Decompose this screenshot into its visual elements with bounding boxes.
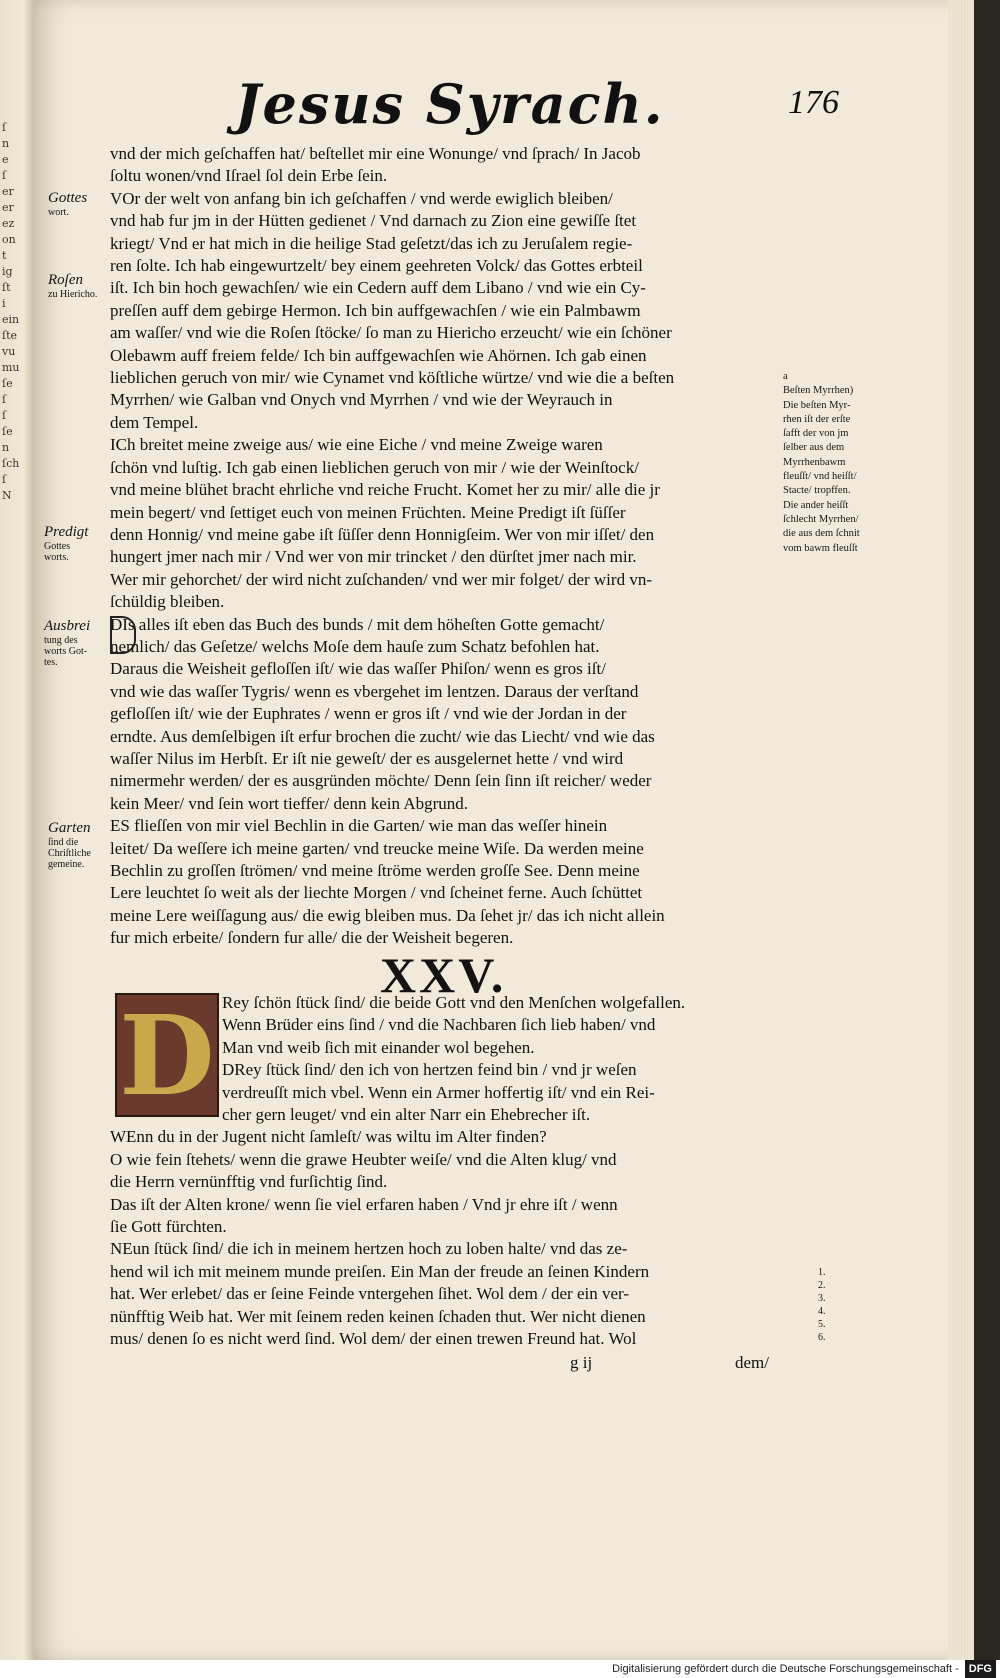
gloss-line: ſchlecht Myrrhen/: [783, 513, 859, 525]
margin-note-heading: Ausbrei: [44, 618, 91, 634]
facing-page-fragment: ſ: [2, 121, 7, 134]
text-line: ſoltu wonen/vnd Iſrael ſol dein Erbe ſein.: [110, 166, 388, 186]
text-line: Olebawm auff freiem felde/ Ich bin auffgewachſen wie Ahörnen. Ich gab einen: [110, 345, 647, 365]
digitization-footer: [0, 1660, 1000, 1678]
text-line: vnd wie das waſſer Tygris/ wenn es vbergehet im lentzen. Daraus der verſtand: [110, 681, 639, 701]
facing-page-fragment: ſch: [2, 457, 20, 470]
text-line: ſchön vnd luſtig. Ich gab einen lieblichen geruch von mir / wie der Weinſtock/: [110, 457, 639, 477]
gloss-line: Beſten Myrrhen): [783, 385, 854, 397]
facing-page-fragment: er: [2, 201, 14, 214]
text-line: ren ſolte. Ich hab eingewurtzelt/ bey einem geehreten Volck/ das Gottes erbteil: [110, 256, 643, 276]
text-line: Lere leuchtet ſo weit als der liechte Morgen / vnd ſcheinet ferne. Auch ſchüttet: [110, 883, 643, 903]
text-line: Rey ſchön ſtück ſind/ die beide Gott vnd den Menſchen wolgefallen.: [222, 993, 686, 1012]
gloss-line: Stacte/ tropffen.: [783, 485, 851, 497]
margin-note-sub: gemeine.: [48, 859, 85, 870]
facing-page-fragment: ſ: [2, 409, 7, 422]
facing-page-fragment: ſ: [2, 169, 7, 182]
text-line: hat. Wer erlebet/ das er ſeine Feinde vntergehen ſihet. Wol dem / der ein ver-: [110, 1284, 630, 1304]
footer-text: Digitalisierung gefördert durch die Deutsche Forschungsgemeinschaft -: [612, 1663, 959, 1675]
text-line: Daraus die Weisheit gefloſſen iſt/ wie das waſſer Phiſon/ wenn es gros iſt/: [110, 659, 606, 679]
text-line: WEnn du in der Jugent nicht ſamleſt/ was wiltu im Alter finden?: [110, 1127, 547, 1147]
text-line: DRey ſtück ſind/ den ich von hertzen feind bin / vnd jr weſen: [222, 1060, 637, 1080]
gloss-line: ſafft der von jm: [783, 428, 849, 440]
text-line: vnd meine blühet bracht ehrliche vnd reiche Frucht. Komet her zu mir/ alle die jr: [110, 480, 660, 500]
margin-note-ausbreitung: [44, 618, 90, 668]
verse-number: 2.: [818, 1280, 826, 1291]
text-line: vnd der mich geſchaffen hat/ beſtellet mir eine Wonunge/ vnd ſprach/ In Jacob: [110, 144, 641, 163]
text-line: meine Lere weiſſagung aus/ die ewig bleiben mus. Da ſehet jr/ das ich nicht allein: [110, 905, 665, 925]
facing-page-fragment: ein: [2, 313, 20, 326]
margin-note-sub: tes.: [44, 657, 58, 668]
verse-number: 4.: [818, 1306, 826, 1317]
chapter-number: XXV.: [380, 947, 507, 1003]
initial-letter: D: [119, 990, 215, 1120]
text-line: cher gern leuget/ vnd ein alter Narr ein Ehebrecher iſt.: [222, 1105, 591, 1125]
margin-note-sub: wort.: [48, 207, 69, 218]
folio-number: 176: [788, 84, 839, 121]
margin-note-sub: zu Hiericho.: [48, 289, 98, 300]
facing-page-fragment: mu: [2, 361, 20, 374]
facing-page-fragment: n: [2, 441, 10, 454]
gloss-line: Myrrhenbawm: [783, 456, 846, 468]
text-line: mein begert/ vnd ſettiget euch von meinen Früchten. Meine Predigt iſt ſüſſer: [110, 502, 626, 522]
gloss-line: vom bawm fleuſſt: [783, 542, 858, 554]
margin-note-heading: Predigt: [44, 524, 89, 540]
gloss-line: a: [783, 371, 788, 382]
dfg-logo: DFG: [965, 1660, 996, 1678]
text-line: Bechlin zu groſſen ſtrömen/ vnd meine ſtröme werden groſſe See. Denn meine: [110, 861, 640, 880]
text-line: ſie Gott fürchten.: [110, 1217, 227, 1237]
text-line: O wie fein ſtehets/ wenn die grawe Heubter weiſe/ vnd die Alten klug/ vnd: [110, 1149, 617, 1169]
gloss-line: die aus dem ſchnit: [783, 528, 860, 540]
verse-numbers: [818, 1266, 838, 1344]
text-line: hend wil ich mit meinem munde preiſen. Ein Man der freude an ſeinen Kindern: [110, 1261, 650, 1281]
text-line: Myrrhen/ wie Galban vnd Onych vnd Myrrhen / vnd wie der Weyrauch in: [110, 390, 613, 410]
text-line: fur mich erbeite/ ſondern fur alle/ die der Weisheit begeren.: [110, 928, 514, 948]
verse-number: 3.: [818, 1293, 826, 1304]
facing-page-fragment: N: [2, 489, 12, 502]
text-line: dem Tempel.: [110, 412, 199, 432]
facing-page-fragment: n: [2, 137, 10, 150]
gloss-line: ſelber aus dem: [783, 442, 845, 454]
facing-page-fragment: ſ: [2, 473, 7, 486]
catchword: dem/: [735, 1353, 769, 1372]
text-line: waſſer Nilus im Herbſt. Er iſt nie geweſt/ der es ausgelernet hette / vnd wird: [110, 748, 624, 768]
chapter-text-block: [110, 992, 790, 1351]
facing-page-fragment: ſe: [2, 425, 13, 438]
verse-number: 1.: [818, 1267, 826, 1278]
right-margin-gloss: [783, 370, 903, 556]
text-line: iſt. Ich bin hoch gewachſen/ wie ein Cedern auff dem Libano / vnd wie ein Cy-: [110, 278, 646, 298]
margin-note-sub: ſind die: [48, 837, 79, 848]
text-line: ſchüldig bleiben.: [110, 592, 225, 612]
text-line: am waſſer/ vnd wie die Roſen ſtöcke/ ſo man zu Hiericho erzeucht/ wie ein ſchöner: [110, 323, 672, 343]
text-line: vnd hab fur jm in der Hütten gedienet / Vnd darnach zu Zion eine gewiſſe ſtet: [110, 211, 637, 231]
text-line: mus/ denen ſo es nicht werd ſind. Wol dem/ der einen trewen Freund hat. Wol: [110, 1329, 637, 1349]
gloss-line: rhen iſt der erſte: [783, 413, 851, 425]
facing-page-fragment: on: [2, 233, 16, 246]
facing-page-edge: [0, 0, 34, 1660]
gloss-line: fleuſſt/ vnd heiſſt/: [783, 471, 857, 483]
text-line: nünfftig Weib hat. Wer mit ſeinem reden keinen ſchaden thut. Wer nicht dienen: [110, 1306, 646, 1326]
verse-number: 6.: [818, 1332, 826, 1343]
text-line: ICh breitet meine zweige aus/ wie eine Eiche / vnd meine Zweige waren: [110, 435, 603, 455]
gloss-line: Die ander heiſſt: [783, 499, 849, 511]
facing-page-fragment: e: [2, 153, 9, 166]
text-line: lieblichen geruch von mir/ wie Cynamet vnd köſtliche würtze/ vnd wie die a beſten: [110, 368, 675, 388]
margin-note-sub: worts Got-: [44, 646, 88, 657]
margin-note-heading: Gottes: [48, 190, 88, 206]
facing-page-fragment: ez: [2, 217, 15, 230]
gloss-line: Die beſten Myr-: [783, 399, 851, 411]
margin-note-garten: [48, 820, 91, 870]
facing-page-fragment: ig: [2, 265, 13, 278]
verse-number: 5.: [818, 1319, 826, 1330]
margin-note-heading: Roſen: [48, 272, 83, 288]
text-line: hungert jmer nach mir / Vnd wer von mir trincket / den dürſtet jmer nach mir.: [110, 547, 637, 567]
text-line: verdreuſſt mich vbel. Wenn ein Armer hoffertig iſt/ vnd ein Rei-: [222, 1082, 655, 1102]
text-line: Wenn Brüder eins ſind / vnd die Nachbaren ſich lieb haben/ vnd: [222, 1015, 656, 1035]
margin-note-gottes: [48, 190, 87, 218]
text-line: denn Honnig/ vnd meine gabe iſt ſüſſer denn Honnigſeim. Wer von mir iſſet/ den: [110, 524, 655, 544]
page-block-edge: [948, 0, 974, 1660]
facing-page-margin-text: [2, 120, 32, 504]
facing-page-fragment: er: [2, 185, 14, 198]
decorated-initial-frame: [110, 616, 136, 654]
text-line: kein Meer/ vnd ſein wort tieffer/ denn kein Abgrund.: [110, 793, 469, 813]
text-line: Wer mir gehorchet/ der wird nicht zuſchanden/ vnd wer mir folget/ der wird vn-: [110, 569, 652, 589]
text-line: NEun ſtück ſind/ die ich in meinem hertzen hoch zu loben halte/ vnd das ze-: [110, 1239, 628, 1259]
text-line: leitet/ Da weſſere ich meine garten/ vnd treucke meine Wiſe. Da werden meine: [110, 838, 644, 858]
margin-note-sub: tung des: [44, 635, 78, 646]
facing-page-fragment: ſ: [2, 393, 7, 406]
margin-note-rosen: [48, 272, 97, 300]
facing-page-fragment: ſe: [2, 377, 13, 390]
text-line: ES flieſſen von mir viel Bechlin in die Garten/ wie man das weſſer hinein: [110, 816, 608, 836]
signature-mark: g ij: [570, 1353, 593, 1372]
main-text-block: [110, 143, 790, 950]
text-line: die Herrn vernünfftig vnd furſichtig ſind.: [110, 1172, 388, 1192]
text-line: erndte. Aus demſelbigen iſt erfur brochen die zucht/ wie das Liecht/ vnd wie das: [110, 726, 655, 746]
text-line: kriegt/ Vnd er hat mich in die heilige Stad geſetzt/das ich zu Jeruſalem regie-: [110, 233, 633, 253]
running-title: Jesus Syrach.: [235, 72, 665, 136]
text-line: nemlich/ das Geſetze/ welchs Moſe dem hauſe zum Schatz befohlen hat.: [110, 636, 600, 656]
text-line: Das iſt der Alten krone/ wenn ſie viel erfaren haben / Vnd jr ehre iſt / wenn: [110, 1194, 618, 1214]
text-line: Man vnd weib ſich mit einander wol begehen.: [222, 1037, 535, 1057]
facing-page-fragment: ſt: [2, 281, 11, 294]
facing-page-fragment: i: [2, 297, 6, 310]
text-line: DIs alles iſt eben das Buch des bunds / mit dem höheſten Gotte gemacht/: [110, 614, 605, 634]
facing-page-fragment: vu: [2, 345, 16, 358]
text-line: VOr der welt von anfang bin ich geſchaffen / vnd werde ewiglich bleiben/: [110, 188, 613, 208]
text-line: gefloſſen iſt/ wie der Euphrates / wenn er gros iſt / vnd wie der Jordan in der: [110, 704, 627, 724]
facing-page-fragment: t: [2, 249, 7, 262]
text-line: preſſen auff dem gebirge Hermon. Ich bin auffgewachſen / wie ein Palmbawm: [110, 300, 641, 320]
margin-note-sub: Chriſtliche: [48, 848, 91, 859]
margin-note-sub: worts.: [44, 552, 69, 563]
margin-note-predigt: [44, 524, 88, 563]
text-line: nimermehr werden/ der es ausgründen möchte/ Denn ſein ſinn iſt reicher/ weder: [110, 771, 652, 791]
margin-note-heading: Garten: [48, 820, 91, 836]
margin-note-sub: Gottes: [44, 541, 71, 552]
facing-page-fragment: ſte: [2, 329, 18, 342]
